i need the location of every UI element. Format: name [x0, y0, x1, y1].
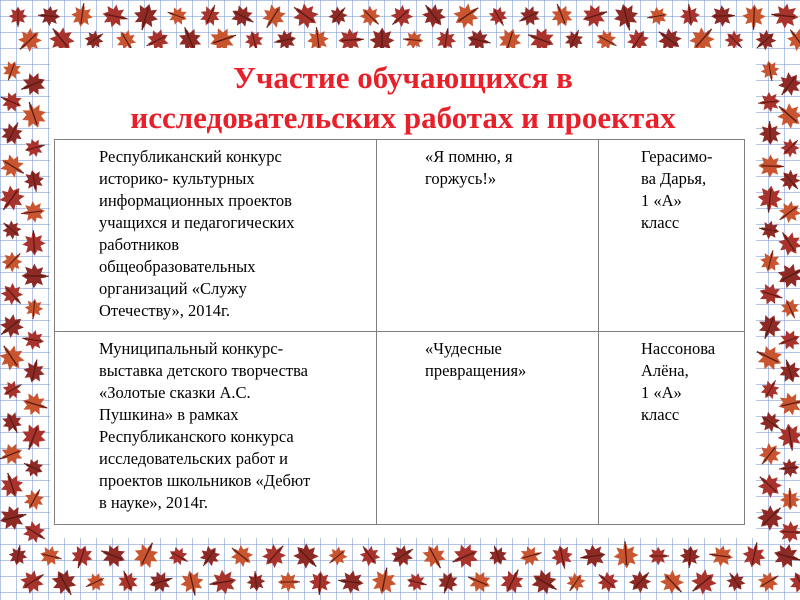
maple-leaf-icon	[21, 263, 49, 288]
maple-leaf-icon	[757, 219, 780, 241]
maple-leaf-icon	[17, 420, 50, 454]
maple-leaf-icon	[777, 134, 800, 162]
maple-leaf-icon	[195, 542, 224, 572]
maple-leaf-icon	[21, 328, 46, 351]
maple-leaf-icon	[337, 569, 365, 595]
maple-leaf-icon	[20, 485, 48, 514]
maple-leaf-icon	[758, 248, 783, 274]
maple-leaf-icon	[770, 2, 800, 30]
student-cell: Нассонова Алёна, 1 «А» класс	[599, 332, 745, 525]
maple-leaf-icon	[19, 389, 50, 419]
maple-leaf-icon	[197, 1, 224, 29]
maple-leaf-icon	[21, 357, 48, 385]
maple-leaf-icon	[527, 565, 563, 600]
maple-leaf-icon	[779, 521, 800, 544]
maple-leaf-icon	[740, 540, 768, 570]
maple-leaf-icon	[517, 543, 544, 569]
maple-leaf-icon	[772, 68, 800, 102]
maple-leaf-icon	[0, 58, 24, 84]
maple-leaf-icon	[387, 540, 419, 571]
maple-leaf-icon	[0, 502, 29, 533]
maple-leaf-icon	[780, 488, 800, 510]
maple-leaf-icon	[0, 118, 28, 149]
table-row	[55, 140, 745, 332]
maple-leaf-icon	[9, 7, 28, 27]
table-row	[55, 332, 745, 525]
maple-leaf-icon	[0, 440, 26, 469]
maple-leaf-icon	[515, 2, 544, 30]
maple-leaf-icon	[356, 2, 386, 32]
maple-leaf-icon	[449, 0, 485, 33]
maple-leaf-icon	[68, 542, 96, 571]
maple-leaf-icon	[778, 296, 800, 322]
maple-leaf-icon	[685, 565, 722, 600]
title-line-2: исследовательских работах и проектах	[130, 100, 676, 135]
maple-leaf-icon	[759, 121, 782, 146]
maple-leaf-icon	[579, 1, 610, 31]
maple-leaf-icon	[754, 311, 785, 343]
maple-leaf-icon	[23, 136, 48, 159]
maple-leaf-icon	[0, 216, 25, 243]
maple-leaf-icon	[17, 98, 49, 132]
maple-leaf-icon	[496, 564, 528, 597]
maple-leaf-icon	[416, 0, 450, 32]
maple-leaf-icon	[752, 468, 787, 502]
maple-leaf-icon	[547, 0, 576, 30]
content-panel	[50, 48, 756, 538]
maple-leaf-icon	[0, 88, 25, 115]
maple-leaf-icon	[753, 439, 785, 471]
maple-leaf-icon	[613, 540, 640, 569]
maple-leaf-icon	[579, 543, 607, 570]
projects-table	[54, 139, 745, 525]
maple-leaf-icon	[0, 246, 28, 276]
maple-leaf-icon	[17, 69, 50, 100]
maple-leaf-icon	[325, 2, 352, 30]
project-cell: «Чудесные превращения»	[377, 332, 599, 525]
project-cell: «Я помню, я горжусь!»	[377, 140, 599, 332]
maple-leaf-icon	[645, 5, 668, 27]
maple-leaf-icon	[0, 279, 29, 311]
maple-leaf-icon	[649, 547, 669, 566]
maple-leaf-icon	[708, 543, 735, 568]
maple-leaf-icon	[778, 458, 800, 478]
maple-leaf-icon	[70, 2, 95, 29]
maple-leaf-icon	[97, 540, 129, 571]
maple-leaf-icon	[756, 408, 786, 437]
maple-leaf-icon	[288, 538, 325, 575]
maple-leaf-icon	[435, 569, 461, 596]
maple-leaf-icon	[625, 565, 657, 597]
maple-leaf-icon	[227, 1, 258, 31]
maple-leaf-icon	[485, 3, 511, 30]
maple-leaf-icon	[722, 568, 749, 595]
maple-leaf-icon	[562, 569, 589, 596]
maple-leaf-icon	[208, 568, 239, 597]
maple-leaf-icon	[24, 298, 44, 320]
maple-leaf-icon	[0, 181, 29, 218]
maple-leaf-icon	[742, 4, 766, 30]
maple-leaf-icon	[16, 565, 50, 598]
maple-leaf-icon	[246, 570, 266, 592]
competition-cell: Муниципальный конкурс- выставка детского творчества «Золотые сказки А.С. Пушкина» в рамках Республиканского конкурса исследовательских работ и проектов школьников «Дебют в науке», 2014г.	[55, 332, 377, 525]
maple-leaf-icon	[129, 537, 163, 572]
competition-cell: Республиканский конкурс историко- культурных информационных проектов учащихся и педагогических работников общеобразовательных организаций «Служу Отечеству», 2014г.	[55, 140, 377, 332]
maple-leaf-icon	[22, 168, 46, 194]
maple-leaf-icon	[324, 543, 352, 570]
maple-leaf-icon	[592, 567, 622, 597]
maple-leaf-icon	[19, 517, 51, 548]
maple-leaf-icon	[754, 567, 783, 596]
maple-leaf-icon	[776, 390, 800, 418]
maple-leaf-icon	[776, 422, 800, 453]
maple-leaf-icon	[20, 200, 46, 225]
maple-leaf-icon	[130, 1, 161, 34]
title-line-1: Участие обучающихся в	[233, 60, 573, 95]
maple-leaf-icon	[758, 154, 784, 178]
maple-leaf-icon	[0, 469, 27, 500]
maple-leaf-icon	[785, 567, 800, 598]
maple-leaf-icon	[448, 540, 483, 574]
maple-leaf-icon	[100, 2, 130, 30]
maple-leaf-icon	[257, 0, 290, 34]
maple-leaf-icon	[679, 3, 701, 27]
maple-leaf-icon	[258, 538, 292, 573]
maple-leaf-icon	[12, 24, 47, 58]
maple-leaf-icon	[0, 408, 26, 437]
maple-leaf-icon	[37, 5, 60, 27]
maple-leaf-icon	[355, 540, 384, 570]
maple-leaf-icon	[369, 565, 399, 596]
maple-leaf-icon	[757, 91, 781, 113]
student-cell: Герасимо- ва Дарья, 1 «А» класс	[599, 140, 745, 332]
maple-leaf-icon	[759, 59, 781, 82]
maple-leaf-icon	[549, 543, 575, 571]
maple-leaf-icon	[775, 327, 800, 354]
maple-leaf-icon	[0, 376, 26, 402]
maple-leaf-icon	[178, 568, 206, 598]
maple-leaf-icon	[771, 541, 800, 572]
maple-leaf-icon	[0, 150, 30, 183]
maple-leaf-icon	[114, 567, 141, 595]
maple-leaf-icon	[756, 184, 784, 214]
maple-leaf-icon	[711, 5, 736, 28]
maple-leaf-icon	[757, 376, 783, 403]
maple-leaf-icon	[38, 544, 64, 569]
maple-leaf-icon	[165, 543, 192, 569]
maple-leaf-icon	[146, 568, 175, 596]
maple-leaf-icon	[20, 455, 46, 481]
maple-leaf-icon	[7, 543, 29, 566]
maple-leaf-icon	[47, 565, 82, 600]
maple-leaf-icon	[225, 539, 257, 571]
maple-leaf-icon	[287, 0, 324, 33]
maple-leaf-icon	[22, 230, 47, 257]
maple-leaf-icon	[164, 3, 190, 28]
maple-leaf-icon	[782, 23, 800, 55]
maple-leaf-icon	[385, 1, 417, 33]
maple-leaf-icon	[485, 542, 510, 568]
slide-title	[50, 58, 756, 138]
maple-leaf-icon	[418, 540, 451, 573]
maple-leaf-icon	[464, 567, 494, 596]
maple-leaf-icon	[278, 572, 300, 593]
maple-leaf-icon	[611, 1, 642, 33]
maple-leaf-icon	[751, 340, 786, 374]
maple-leaf-icon	[405, 571, 430, 594]
maple-leaf-icon	[656, 566, 690, 600]
maple-leaf-icon	[308, 571, 331, 596]
maple-leaf-icon	[82, 570, 108, 596]
maple-leaf-icon	[756, 280, 785, 308]
maple-leaf-icon	[679, 545, 701, 568]
